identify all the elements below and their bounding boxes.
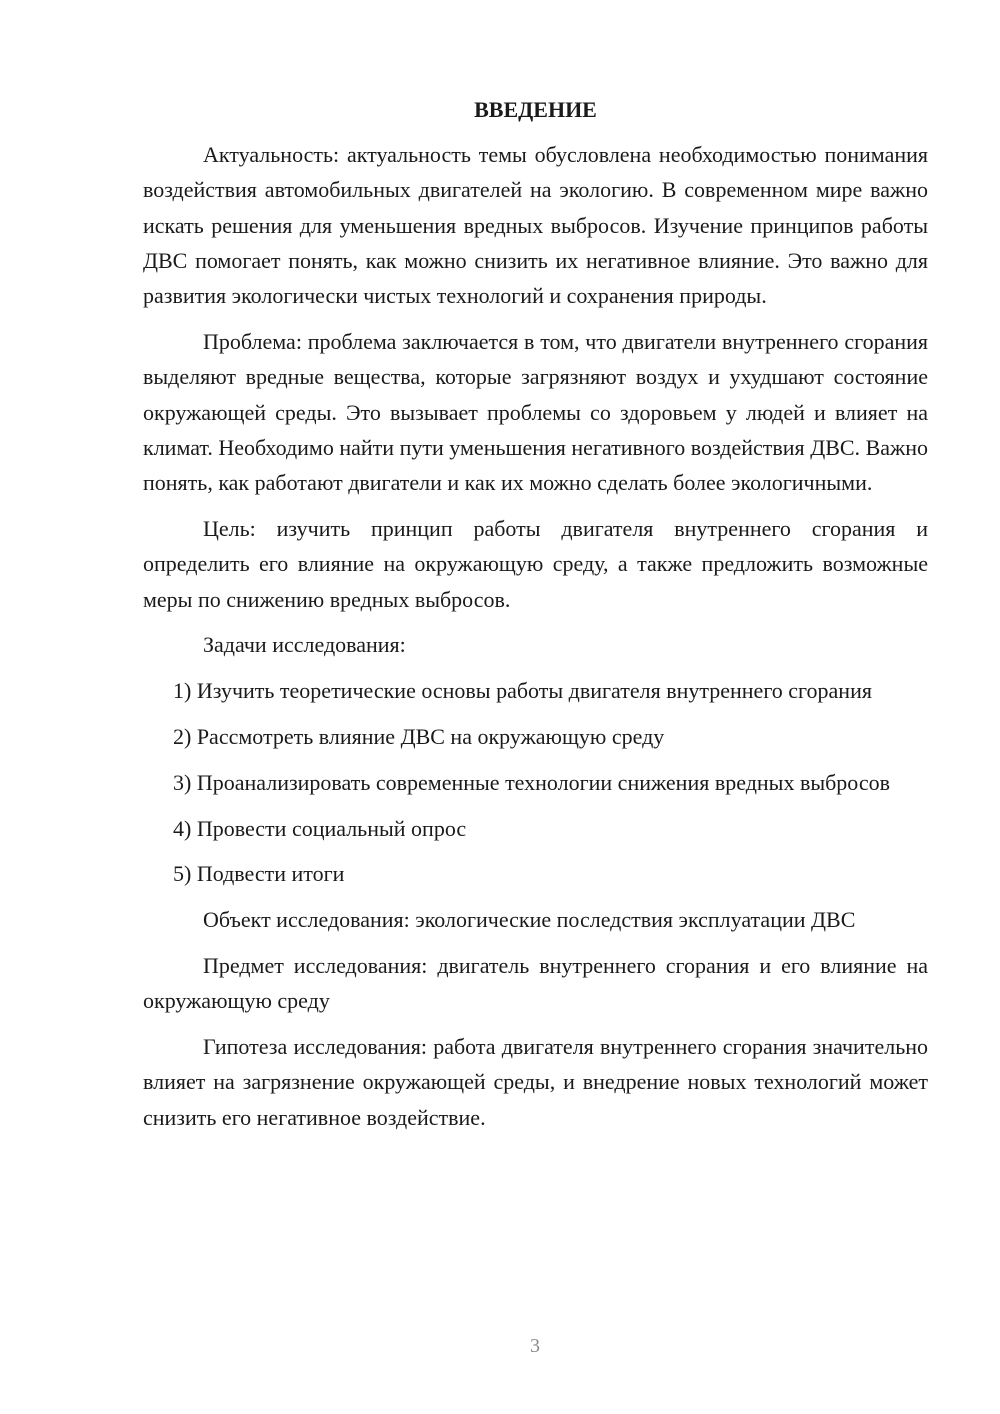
task-item-4: 4) Провести социальный опрос [173,815,467,841]
paragraph-goal: Цель: изучить принцип работы двигателя внутреннего сгорания и определить его влияние на окружающую среду, а также предложить возможные меры по снижению вредных выбросов. [143,515,928,612]
tasks-heading: Задачи исследования: [203,632,406,658]
paragraph-hypothesis: Гипотеза исследования: работа двигателя внутреннего сгорания значительно влияет на загрязнение окружающей среды, и внедрение новых технологий может снизить его негативное воздействие. [143,1034,928,1130]
paragraph-object: Объект исследования: экологические последствия эксплуатации ДВС [203,907,856,933]
section-title: ВВЕДЕНИЕ [474,97,597,122]
task-item-1: 1) Изучить теоретические основы работы двигателя внутреннего сгорания [173,678,872,704]
document-body [143,92,928,1145]
task-item-3: 3) Проанализировать современные технологии снижения вредных выбросов [173,769,891,795]
paragraph-problem: Проблема: проблема заключается в том, что двигатели внутреннего сгорания выделяют вредные вещества, которые загрязняют воздух и ухудшают состояние окружающей среды. Это вызывает проблемы со здоровьем у людей и влияет на климат. Необходимо найти пути уменьшения негативного воздействия ДВС. Важно понять, как работают двигатели и как их можно сделать более экологичными. [143,328,928,496]
page-number: 3 [530,1335,540,1357]
task-item-2: 2) Рассмотреть влияние ДВС на окружающую среду [173,723,665,749]
paragraph-subject: Предмет исследования: двигатель внутреннего сгорания и его влияние на окружающую среду [143,952,928,1014]
task-item-5: 5) Подвести итоги [173,861,345,887]
paragraph-relevance: Актуальность: актуальность темы обусловлена необходимостью понимания воздействия автомобильных двигателей на экологию. В современном мире важно искать решения для уменьшения вредных выбросов. Изучение принципов работы ДВС помогает понять, как можно снизить их негативное влияние. Это важно для развития экологически чистых технологий и сохранения природы. [143,142,928,309]
